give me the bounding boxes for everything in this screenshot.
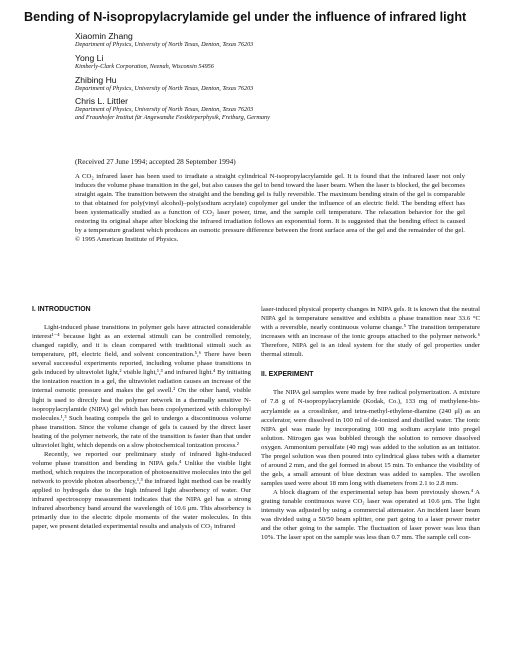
section-heading-introduction: I. INTRODUCTION	[32, 306, 91, 313]
received-dates: (Received 27 June 1994; accepted 28 September 1994)	[75, 157, 236, 166]
paragraph: A block diagram of the experimental setup has been previously shown.⁴ A grating tunable continuous wave CO₂ laser was operated at 10.6 μm. The light intensity was adjusted by using a commercial attenuator. An incident laser beam was divided using a 50/50 beam splitter, one part going to a laser power meter and the other going to the sample. The fluctuation of laser power was less than 10%. The laser spot on the sample was less than 0.7 mm. The sample cell con-	[261, 489, 480, 542]
author-affiliation: Department of Physics, University of North Texas, Denton, Texas 76203	[75, 84, 254, 92]
paragraph: laser-induced physical property changes in NIPA gels. It is known that the neutral NIPA gel is temperature sensitive and exhibits a phase transition near 33.6 °C with a reversible, nearly continuous volume change.⁵ The transition temperature increases with an increase of the ionic groups attached to the polymer network.⁶ Therefore, NIPA gel is an ideal system for the study of gel properties under thermal stimuli.	[261, 306, 480, 359]
author-affiliation: and Fraunhofer Institut für Angewandte Festkörperphysik, Freiburg, Germany	[75, 114, 270, 122]
author-affiliation: Kimberly-Clark Corporation, Neenah, Wisconsin 54956	[75, 62, 214, 70]
paragraph: The NIPA gel samples were made by free radical polymerization. A mixture of 7.8 g of N-isopropylacrylamide (Kodak, Co.), 133 mg of methylene-bis-acrylamide as a crosslinker, and tetra-methyl-ethylene-diamine (240 μl) as an accelerator, were dissolved in 100 ml of de-ionized and distilled water. The ionic NIPA gel was made by incorporating 100 mg sodium acrylate into pregel solution. Nitrogen gas was bubbled through the solution to remove dissolved oxygen. Ammonium persulfate (40 mg) was added to the solution as an initiator. The pregel solution was then poured into cylindrical glass tubes with a diameter of around 2 mm, and the gel formed in about 15 min. To enhance the visibility of the gels, a small amount of blue dextran was added to samples. The swollen samples used were about 18 mm long with diameters from 2.1 to 2.8 mm.	[261, 389, 480, 487]
author-name: Chris L. Littler	[75, 96, 129, 107]
paragraph: Recently, we reported our preliminary study of infrared light-induced volume phase transition and bending in NIPA gels.⁴ Unlike the visible light method, which requires the incorporation of photosensitive molecules into the gel network to provide photon absorbency,¹,³ the infrared light method can be readily applied to hydrogels due to the high infrared light absorbency of water. Our infrared spectroscopy measurement indicates that the NIPA gel has a strong infrared absorbency band around the wavelength of 10.6 μm. This absorbency is primarily due to the electric dipole moments of the water molecules. In this paper, we present detailed experimental results and analysis of CO₂ infrared	[32, 450, 251, 531]
paper-title: Bending of N-isopropylacrylamide gel under the influence of infrared light	[24, 10, 467, 24]
left-column	[32, 305, 251, 531]
author-name: Xiaomin Zhang	[75, 31, 133, 41]
author-affiliation: Department of Physics, University of North Texas, Denton, Texas 76203	[75, 41, 254, 48]
author-block	[75, 31, 495, 49]
right-column	[261, 305, 480, 542]
section-heading-experiment: II. EXPERIMENT	[261, 371, 314, 379]
abstract: A CO₂ infrared laser has been used to irradiate a straight cylindrical N-isopropylacrylamide gel. It is found that the infrared laser not only induces the volume phase transition in the gel, but also causes the gel to bend toward the laser beam. When the laser is blocked, the gel becomes straight again. The transition between the straight and the bending gel is fully reversible. The maximum bending strain of the gel is comparable to that obtained for poly(vinyl alcohol)–poly(sodium acrylate) copolymer gel under the influence of an electric field. The bending effect has been systematically studied as a function of CO₂ laser power, time, and the sample cell temperature. The relaxation behavior for the gel restoring its original shape after blocking the infrared irradiation follows an exponential form. It is suggested that the bending effect is caused by a temperature gradient which produces an osmotic pressure difference between the front surface area of the gel and the remainder of the gel. © 1995 American Institute of Physics.	[75, 173, 465, 244]
author-block	[75, 96, 495, 122]
author-name: Yong Li	[75, 52, 104, 63]
author-name: Zhibing Hu	[75, 74, 117, 85]
author-affiliation: Department of Physics, University of North Texas, Denton, Texas 76203	[75, 106, 254, 114]
paragraph: Light-induced phase transitions in polymer gels have attracted considerable interest¹⁻⁴ because light as an external stimuli can be controlled remotely, changed rapidly, and it is clean compared with traditional stimuli such as temperature, pH, electric field, and solvent concentration.⁵,⁶ There have been several successful experiments reported, including volume phase transitions in gels induced by ultraviolet light,² visible light,¹,³ and infrared light.⁴ By initiating the ionization reaction in a gel, the ultraviolet radiation causes an increase of the internal osmotic pressure and makes the gel swell.² On the other hand, visible light is used to directly heat the polymer network in a thermally sensitive N-isopropylacrylamide (NIPA) gel which has been copolymerized with chlorophyl molecules.¹,³ Such heating compels the gel to undergo a discontinuous volume phase transition. Since the volume change of gels is caused by the direct laser heating of the polymer network, the rate of the transition is faster than that under ultraviolet light, which depends on a slow photochemical ionization process.²	[32, 324, 251, 449]
author-block	[75, 75, 495, 93]
author-list	[75, 31, 495, 126]
author-block	[75, 53, 495, 71]
